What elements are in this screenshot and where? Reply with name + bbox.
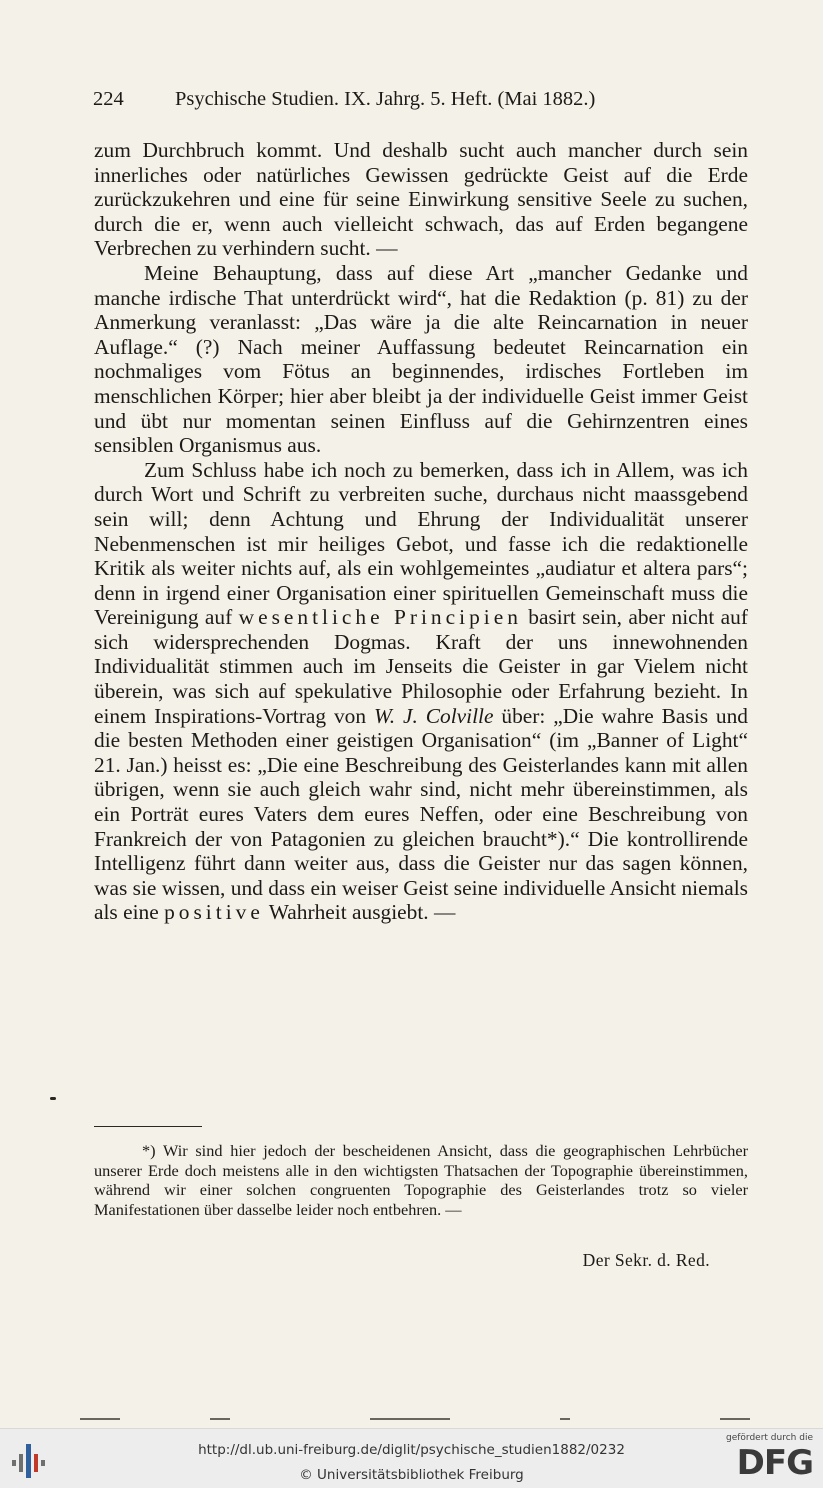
speck — [560, 1418, 570, 1420]
running-header — [93, 88, 753, 116]
speck — [210, 1418, 230, 1420]
footnote-signature: Der Sekr. d. Red. — [582, 1250, 710, 1270]
page-number: 224 — [93, 88, 124, 110]
paragraph-3-part-a: Zum Schluss habe ich noch zu bemerken, dass ich in Allem, was ich durch Wort und Schrift zu verbreiten suche, durchaus nicht maassgebend sein will; denn Achtung und Ehrung der Individualität unserer Nebenmenschen ist mir heiliges Gebot, und fasse ich die redaktionelle Kritik als weiter nichts auf, als ein wohlgemeintes „audiatur et altera pars“; denn in irgend einer Organisation einer spirituellen Gemeinschaft muss die Vereinigung auf — [94, 457, 748, 630]
footnote-separator — [94, 1126, 202, 1127]
paragraph-3-part-d: Wahrheit ausgiebt. — — [263, 900, 456, 925]
footnote-text: *) Wir sind hier jedoch der bescheidenen Ansicht, dass die geographischen Lehrbücher unserer Erde doch meistens alle in den wichtigsten Thatsachen der Topographie übereinstimmen, während wir einer solchen congruenten Topographie des Geisterlandes trotz so vieler Manifestationen über dasselbe leider noch entbehren. — — [94, 1141, 748, 1219]
spaced-emphasis-positive: positive — [164, 900, 264, 925]
dfg-wordmark: DFG — [736, 1443, 813, 1483]
speck — [370, 1418, 450, 1420]
dfg-caption: gefördert durch die — [726, 1433, 813, 1443]
viewer-footer — [0, 1428, 823, 1488]
main-text — [94, 138, 748, 925]
scan-edge-specks — [80, 1418, 780, 1422]
paragraph-1: zum Durchbruch kommt. Und deshalb sucht auch mancher durch sein innerliches oder natürliches Gewissen gedrückte Geist auf die Erde zurückzukehren und eine für seine Einwirkung sensitive Seele zu suchen, durch die er, wenn auch vielleicht schwach, das auf Erden begangene Verbrechen zu verhindern sucht. — — [94, 138, 748, 261]
paragraph-3-part-b: basirt sein, aber nicht auf sich widersprechenden Dogmas. Kraft der uns innewohnenden Individualität stimmen auch im Jenseits die Geister in gar Vielem nicht überein, was sich auf spekulative Philosophie oder Erfahrung bezieht. In einem Inspirations-Vortrag von — [94, 605, 748, 728]
speck — [720, 1418, 750, 1420]
speck — [80, 1418, 120, 1420]
copyright-notice: © Universitätsbibliothek Freiburg — [299, 1467, 524, 1483]
running-title: Psychische Studien. IX. Jahrg. 5. Heft. (Mai 1882.) — [175, 88, 596, 110]
source-url[interactable]: http://dl.ub.uni-freiburg.de/diglit/psychische_studien1882/0232 — [198, 1442, 625, 1458]
paragraph-2: Meine Behauptung, dass auf diese Art „mancher Gedanke und manche irdische That unterdrückt wird“, hat die Redaktion (p. 81) zu der Anmerkung veranlasst: „Das wäre ja die alte Reincarnation in neuer Auflage.“ (?) Nach meiner Auffassung bedeutet Reincarnation ein nochmaliges vom Fötus an beginnendes, irdisches Fortleben im menschlichen Körper; hier aber bleibt ja der individuelle Geist immer Geist und übt nur momentan seinen Einfluss auf die Gehirnzentren eines sensiblen Organismus aus. — [94, 260, 748, 458]
margin-mark — [50, 1097, 56, 1100]
spaced-emphasis-principien: wesentliche Principien — [238, 605, 522, 630]
paragraph-3-part-c: über: „Die wahre Basis und die besten Methoden einer geistigen Organisation“ (im „Banner of Light“ 21. Jan.) heisst es: „Die eine Beschreibung des Geisterlandes kann mit allen übrigen, wenn sie auch gleich wahr sind, nicht mehr übereinstimmen, als ein Porträt eures Vaters dem eures Neffen, oder eine Beschreibung von Frankreich der von Patagonien zu gleichen braucht*).“ Die kontrollirende Intelligenz führt dann weiter aus, dass die Geister nur das sagen können, was sie wissen, und dass ein weiser Geist seine individuelle Ansicht niemals als eine — [94, 703, 749, 925]
paragraph-3 — [94, 458, 748, 925]
dfg-logo[interactable] — [721, 1433, 813, 1485]
author-name: W. J. Colville — [373, 703, 494, 728]
footnote — [94, 1141, 748, 1219]
